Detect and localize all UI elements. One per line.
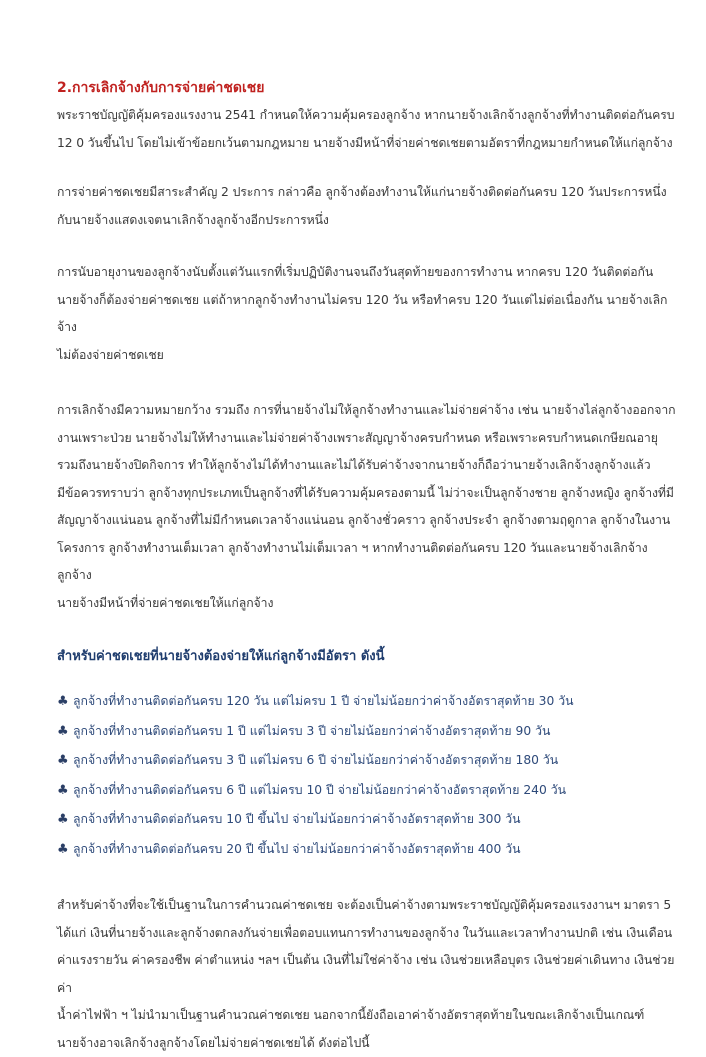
rate-item <box>57 835 676 865</box>
paragraph-4 <box>57 397 676 617</box>
rate-text: ลูกจ้างที่ทำงานติดต่อกันครบ 120 วัน แต่ไม่ครบ 1 ปี จ่ายไม่น้อยกว่าค่าจ้างอัตราสุดท้าย 30 วัน <box>73 687 574 717</box>
paragraph-line: น้ำค่าไฟฟ้า ฯ ไม่นำมาเป็นฐานคำนวณค่าชดเชย นอกจากนี้ยังถือเอาค่าจ้างอัตราสุดท้ายในขณะเลิกจ้างเป็นเกณฑ์ <box>57 1002 676 1030</box>
paragraph-line: พระราชบัญญัติคุ้มครองแรงงาน 2541 กำหนดให้ความคุ้มครองลูกจ้าง หากนายจ้างเลิกจ้างลูกจ้างที่ทำงานติดต่อกันครบ <box>57 102 676 130</box>
footer-paragraph <box>57 892 676 1057</box>
club-icon: ♣ <box>57 805 73 835</box>
club-icon: ♣ <box>57 717 73 747</box>
paragraph-line: สัญญาจ้างแน่นอน ลูกจ้างที่ไม่มีกำหนดเวลาจ้างแน่นอน ลูกจ้างชั่วคราว ลูกจ้างประจำ ลูกจ้างตามฤดูกาล ลูกจ้างในงาน <box>57 507 676 535</box>
paragraph-line: โครงการ ลูกจ้างทำงานเต็มเวลา ลูกจ้างทำงานไม่เต็มเวลา ฯ หากทำงานติดต่อกันครบ 120 วันและนายจ้างเลิกจ้างลูกจ้าง <box>57 535 676 590</box>
rate-text: ลูกจ้างที่ทำงานติดต่อกันครบ 3 ปี แต่ไม่ครบ 6 ปี จ่ายไม่น้อยกว่าค่าจ้างอัตราสุดท้าย 180 วัน <box>73 746 558 776</box>
paragraph-line: การเลิกจ้างมีความหมายกว้าง รวมถึง การที่นายจ้างไม่ให้ลูกจ้างทำงานและไม่จ่ายค่าจ้าง เช่น นายจ้างไล่ลูกจ้างออกจาก <box>57 397 676 425</box>
paragraph-2 <box>57 179 676 234</box>
rate-item <box>57 687 676 717</box>
paragraph-line: ค่าแรงรายวัน ค่าครองชีพ ค่าตำแหน่ง ฯลฯ เป็นต้น เงินที่ไม่ใช่ค่าจ้าง เช่น เงินช่วยเหลือบุตร เงินช่วยค่าเดินทาง เงินช่วยค่า <box>57 947 676 1002</box>
rate-text: ลูกจ้างที่ทำงานติดต่อกันครบ 10 ปี ขึ้นไป จ่ายไม่น้อยกว่าค่าจ้างอัตราสุดท้าย 300 วัน <box>73 805 521 835</box>
section-title: 2.การเลิกจ้างกับการจ่ายค่าชดเชย <box>57 78 676 98</box>
paragraph-3 <box>57 259 676 369</box>
rate-item <box>57 746 676 776</box>
paragraph-line: ได้แก่ เงินที่นายจ้างและลูกจ้างตกลงกันจ่ายเพื่อตอบแทนการทำงานของลูกจ้าง ในวันและเวลาทำงานปกติ เช่น เงินเดือน <box>57 920 676 948</box>
club-icon: ♣ <box>57 776 73 806</box>
paragraph-line: งานเพราะป่วย นายจ้างไม่ให้ทำงานและไม่จ่ายค่าจ้างเพราะสัญญาจ้างครบกำหนด หรือเพราะครบกำหนดเกษียณอายุ <box>57 425 676 453</box>
paragraph-line: สำหรับค่าจ้างที่จะใช้เป็นฐานในการคำนวณค่าชดเชย จะต้องเป็นค่าจ้างตามพระราชบัญญัติคุ้มครองแรงงานฯ มาตรา 5 <box>57 892 676 920</box>
paragraph-1 <box>57 102 676 157</box>
rate-item <box>57 776 676 806</box>
rate-text: ลูกจ้างที่ทำงานติดต่อกันครบ 1 ปี แต่ไม่ครบ 3 ปี จ่ายไม่น้อยกว่าค่าจ้างอัตราสุดท้าย 90 วัน <box>73 717 550 747</box>
paragraph-line: มีข้อควรทราบว่า ลูกจ้างทุกประเภทเป็นลูกจ้างที่ได้รับความคุ้มครองตามนี้ ไม่ว่าจะเป็นลูกจ้างชาย ลูกจ้างหญิง ลูกจ้างที่มี <box>57 480 676 508</box>
rate-text: ลูกจ้างที่ทำงานติดต่อกันครบ 6 ปี แต่ไม่ครบ 10 ปี จ่ายไม่น้อยกว่าค่าจ้างอัตราสุดท้าย 240 วัน <box>73 776 566 806</box>
paragraph-line: นายจ้างก็ต้องจ่ายค่าชดเชย แต่ถ้าหากลูกจ้างทำงานไม่ครบ 120 วัน หรือทำครบ 120 วันแต่ไม่ต่อเนื่องกัน นายจ้างเลิกจ้าง <box>57 287 676 342</box>
paragraph-line: รวมถึงนายจ้างปิดกิจการ ทำให้ลูกจ้างไม่ได้ทำงานและไม่ได้รับค่าจ้างจากนายจ้างก็ถือว่านายจ้างเลิกจ้างลูกจ้างแล้ว <box>57 452 676 480</box>
paragraph-line: นายจ้างมีหน้าที่จ่ายค่าชดเชยให้แก่ลูกจ้าง <box>57 590 676 618</box>
paragraph-line: การนับอายุงานของลูกจ้างนับตั้งแต่วันแรกที่เริ่มปฏิบัติงานจนถึงวันสุดท้ายของการทำงาน หากครบ 120 วันติดต่อกัน <box>57 259 676 287</box>
paragraph-line: นายจ้างอาจเลิกจ้างลูกจ้างโดยไม่จ่ายค่าชดเชยได้ ดังต่อไปนี้ <box>57 1030 676 1057</box>
club-icon: ♣ <box>57 687 73 717</box>
rates-heading: สำหรับค่าชดเชยที่นายจ้างต้องจ่ายให้แก่ลูกจ้างมีอัตรา ดังนี้ <box>57 647 676 667</box>
paragraph-line: 12 0 วันขึ้นไป โดยไม่เข้าข้อยกเว้นตามกฎหมาย นายจ้างมีหน้าที่จ่ายค่าชดเชยตามอัตราที่กฎหมายกำหนดให้แก่ลูกจ้าง <box>57 130 676 158</box>
paragraph-line: ไม่ต้องจ่ายค่าชดเชย <box>57 342 676 370</box>
paragraph-line: กับนายจ้างแสดงเจตนาเลิกจ้างลูกจ้างอีกประการหนึ่ง <box>57 207 676 235</box>
rate-item <box>57 805 676 835</box>
paragraph-line: การจ่ายค่าชดเชยมีสาระสำคัญ 2 ประการ กล่าวคือ ลูกจ้างต้องทำงานให้แก่นายจ้างติดต่อกันครบ 120 วันประการหนึ่ง <box>57 179 676 207</box>
rate-item <box>57 717 676 747</box>
rate-text: ลูกจ้างที่ทำงานติดต่อกันครบ 20 ปี ขึ้นไป จ่ายไม่น้อยกว่าค่าจ้างอัตราสุดท้าย 400 วัน <box>73 835 521 865</box>
rates-list <box>57 687 676 864</box>
club-icon: ♣ <box>57 746 73 776</box>
club-icon: ♣ <box>57 835 73 865</box>
